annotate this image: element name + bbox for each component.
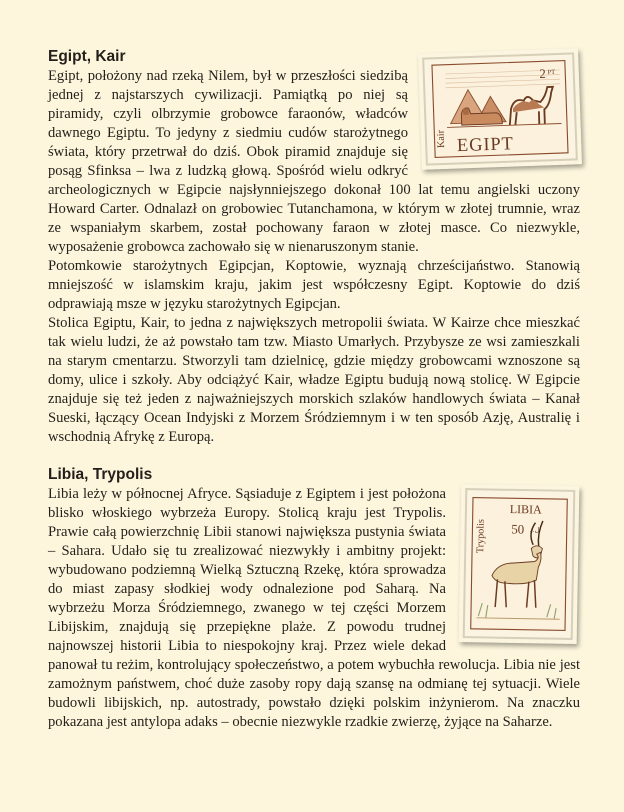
stamp-libya-currency: ل.د xyxy=(529,525,540,534)
stamp-egypt xyxy=(418,48,582,170)
section-heading-egypt: Egipt, Kair xyxy=(48,48,126,65)
paragraph-egypt-3: Stolica Egiptu, Kair, to jedna z największych metropolii świata. W Kairze chce mieszkać tak wielu ludzi, że aż powstało tam tzw. Miasto Umarłych. Przybysze ze wsi zamieszkali na starym cmentarzu. Stworzyli tam dzielnicę, gdzie między grobowcami wznoszone są domy, ulice i szkoły. Aby odciążyć Kair, władze Egiptu budują nową stolicę. W Egipcie znajduje się też jeden z najważniejszych morskich szlaków handlowych świata – Kanał Sueski, łączący Ocean Indyjski z Morzem Śródziemnym i w ten sposób Azję, Australię i wschodnią Afrykę z Europą. xyxy=(48,315,580,445)
stamp-libya-artwork xyxy=(469,494,569,634)
stamp-libya xyxy=(459,484,580,644)
stamp-egypt-country: EGIPT xyxy=(456,133,515,156)
section-heading-libya: Libia, Trypolis xyxy=(48,466,153,483)
stamp-libya-country: LIBIA xyxy=(509,501,542,517)
paragraph-egypt-1: Egipt, położony nad rzeką Nilem, był w przeszłości siedzibą jednej z najstarszych cywilizacji. Pamiątką po niej są piramidy, czyli olbrzymie grobowce faraonów, władców dawnego Egiptu. To jedyny z siedmiu cudów starożytnego świata, który przetrwał do dziś. Obok piramid znajduje się posąg Sfinksa – lwa z ludzką głową. Spośród wielu odkryć archeologicznych w Egipcie najsłynniejszego dokonał 100 lat temu angielski uczony Howard Carter. Odnalazł on grobowiec Tutanchamona, w którym w złotej trumnie, wraz ze wspaniałym skarbem, został pochowany faraon w złotej masce. Co niezwykle, wyposażenie grobowca zachowało się w nienaruszonym stanie. xyxy=(48,68,580,255)
section-egypt xyxy=(48,47,580,447)
stamp-egypt-city: Kair xyxy=(435,129,448,149)
stamp-libya-city: Trypolis xyxy=(475,519,487,554)
paragraph-libya-1: Libia leży w północnej Afryce. Sąsiaduje z Egiptem i jest położona blisko włoskiego wybrzeża Europy. Stolicą kraju jest Trypolis. Prawie całą powierzchnię Libii stanowi największa pustynia świata – Sahara. Udało się tu zrealizować niezwykły i ambitny projekt: wybudowano podziemną Wielką Sztuczną Rzekę, która sprowadza do miast zapasy słodkiej wody odnalezione pod Saharą. Na wybrzeżu Morza Śródziemnego, zwanego w tej części Morzem Libijskim, znajdują się przepiękne plaże. Z powodu trudnej najnowszej historii Libia to niespokojny kraj. Przez wiele dekad panował tu reżim, kontrolujący społeczeństwo, a potem wybuchła rewolucja. Libia nie jest zamożnym państwem, choć duże zasoby ropy dają szansę na odmianę tej sytuacji. Wiele budowli libijskich, np. autostrady, powstało dzięki polskim inżynierom. Na znaczku pokazana jest antylopa adaks – obecnie niezwykle rzadkie zwierzę, żyjące na Saharze. xyxy=(48,486,580,730)
stamp-egypt-value: 2 xyxy=(539,65,547,82)
stamp-egypt-artwork xyxy=(428,59,571,160)
section-libya xyxy=(48,465,580,732)
stamp-libya-value: 50 xyxy=(511,521,525,537)
paragraph-egypt-2: Potomkowie starożytnych Egipcjan, Koptowie, wyznają chrześcijaństwo. Stanowią mniejszość w islamskim kraju, jakim jest współczesny Egipt. Koptowie do dziś odprawiają msze w języku starożytnych Egipcjan. xyxy=(48,258,580,312)
stamp-egypt-currency: PT xyxy=(547,68,556,77)
